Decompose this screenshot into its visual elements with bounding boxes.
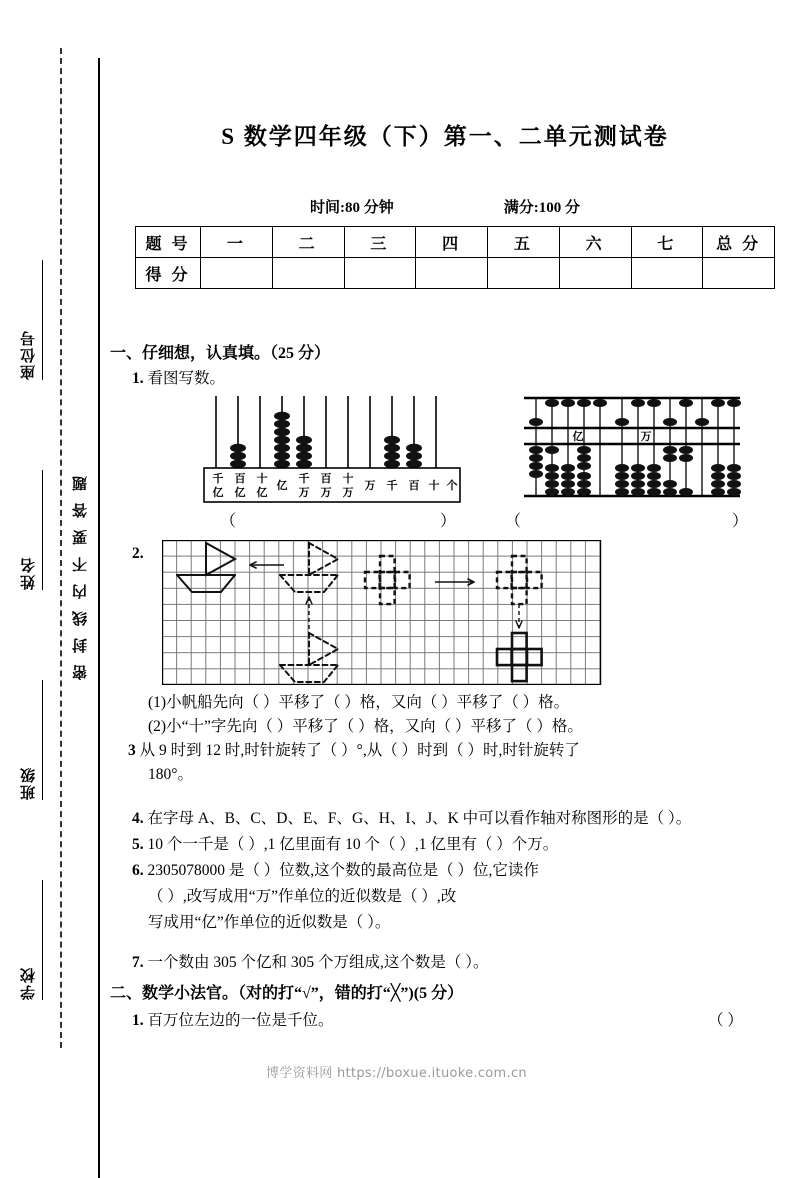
svg-text:十: 十 bbox=[256, 473, 268, 485]
question-number: 1. bbox=[132, 1012, 144, 1029]
row-label-question-no: 题 号 bbox=[136, 227, 201, 258]
svg-text:千: 千 bbox=[298, 473, 310, 485]
score-cell-1[interactable] bbox=[201, 258, 273, 289]
col-head-4: 四 bbox=[416, 227, 488, 258]
svg-text:千: 千 bbox=[212, 473, 224, 485]
binding-margin bbox=[0, 0, 100, 1122]
row-label-score: 得 分 bbox=[136, 258, 201, 289]
score-table bbox=[135, 226, 775, 289]
page-title: S 数学四年级（下）第一、二单元测试卷 bbox=[221, 124, 669, 149]
col-head-3: 三 bbox=[344, 227, 416, 258]
score-cell-5[interactable] bbox=[488, 258, 560, 289]
question-1-6-cont-2: 写成用“亿”作单位的近似数是（ ）。 bbox=[148, 914, 391, 931]
answer-blank-counter-open[interactable]: （ bbox=[220, 513, 237, 530]
col-head-7: 七 bbox=[631, 227, 703, 258]
svg-text:亿: 亿 bbox=[234, 487, 246, 499]
question-text: 百万位左边的一位是千位。 bbox=[147, 1012, 334, 1029]
class-label: 班级 bbox=[18, 680, 43, 800]
question-1-1 bbox=[132, 366, 225, 388]
question-1-4 bbox=[132, 806, 691, 828]
question-number: 4. bbox=[132, 810, 144, 827]
seal-solid-line bbox=[98, 58, 100, 1178]
svg-text:万: 万 bbox=[298, 487, 310, 499]
school-label: 学校 bbox=[18, 880, 43, 1000]
svg-text:十: 十 bbox=[428, 480, 440, 492]
svg-text:十: 十 bbox=[342, 473, 354, 485]
section-heading-2: 二、数学小法官。（对的打“√”，错的打“╳”)(5 分） bbox=[110, 985, 464, 1002]
score-cell-3[interactable] bbox=[344, 258, 416, 289]
question-1-2-part-b: (2)小“十”字先向（ ）平移了（ ）格，又向（ ）平移了（ ）格。 bbox=[148, 718, 583, 735]
answer-blank-counter-close[interactable]: ） bbox=[440, 513, 457, 530]
exam-sheet bbox=[110, 0, 780, 1122]
counting-device-svg bbox=[202, 392, 462, 504]
col-head-6: 六 bbox=[559, 227, 631, 258]
answer-blank-abacus-open[interactable]: （ bbox=[505, 513, 522, 530]
seal-line-notice: 密封线内不要答题 bbox=[72, 464, 89, 680]
score-cell-7[interactable] bbox=[631, 258, 703, 289]
table-row-question-numbers bbox=[136, 227, 775, 258]
svg-text:百: 百 bbox=[408, 480, 420, 492]
question-text: 2305078000 是（ ）位数,这个数的最高位是（ ）位,它读作 bbox=[147, 862, 539, 879]
svg-text:个: 个 bbox=[446, 480, 458, 492]
question-2-1 bbox=[132, 1008, 334, 1030]
question-1-5 bbox=[132, 832, 558, 854]
seat-number-label: 座位号 bbox=[18, 260, 43, 380]
exam-full-score: 满分:100 分 bbox=[503, 200, 580, 216]
translation-grid-figure bbox=[162, 540, 602, 690]
table-row-scores bbox=[136, 258, 775, 289]
question-number: 5. bbox=[132, 836, 144, 853]
abacus-figure bbox=[522, 392, 742, 507]
question-number: 7. bbox=[132, 954, 144, 971]
svg-text:千: 千 bbox=[386, 480, 398, 492]
svg-text:万: 万 bbox=[364, 480, 376, 492]
abacus-label-yi: 亿 bbox=[572, 431, 584, 443]
question-number: 2. bbox=[132, 545, 144, 562]
svg-text:万: 万 bbox=[342, 487, 354, 499]
answer-blank-tf-1[interactable]: （ ） bbox=[708, 1012, 743, 1029]
question-1-3-cont: 180°。 bbox=[148, 766, 193, 783]
question-text: 10 个一千是（ ）,1 亿里面有 10 个（ ）,1 亿里有（ ）个万。 bbox=[147, 836, 559, 853]
footer-watermark: 博学资料网 https://boxue.ituoke.com.cn bbox=[266, 1066, 527, 1081]
score-cell-total[interactable] bbox=[703, 258, 775, 289]
col-head-2: 二 bbox=[272, 227, 344, 258]
section-heading-1: 一、仔细想，认真填。（25 分） bbox=[110, 345, 331, 362]
col-head-total: 总 分 bbox=[703, 227, 775, 258]
svg-text:亿: 亿 bbox=[256, 487, 268, 499]
question-text: 从 9 时到 12 时,时针旋转了（ ）°,从（ ）时到（ ）时,时针旋转了 bbox=[139, 742, 580, 759]
question-text: 在字母 A、B、C、D、E、F、G、H、I、J、K 中可以看作轴对称图形的是（ ）。 bbox=[147, 810, 692, 827]
svg-text:百: 百 bbox=[320, 473, 332, 485]
abacus-label-wan: 万 bbox=[640, 431, 652, 443]
question-number: 3 bbox=[128, 742, 136, 759]
question-text: 看图写数。 bbox=[147, 370, 226, 387]
translation-grid-svg bbox=[162, 540, 602, 685]
question-1-6-cont-1: （ ）,改写成用“万”作单位的近似数是（ ）,改 bbox=[148, 888, 457, 905]
question-1-7 bbox=[132, 950, 489, 972]
svg-text:亿: 亿 bbox=[276, 480, 288, 492]
question-1-2-number bbox=[132, 545, 144, 563]
score-cell-2[interactable] bbox=[272, 258, 344, 289]
seal-dashed-line bbox=[60, 48, 62, 1048]
question-number: 1. bbox=[132, 370, 144, 387]
score-cell-6[interactable] bbox=[559, 258, 631, 289]
col-head-5: 五 bbox=[488, 227, 560, 258]
question-number: 6. bbox=[132, 862, 144, 879]
svg-text:百: 百 bbox=[234, 473, 246, 485]
col-head-1: 一 bbox=[201, 227, 273, 258]
question-1-2-part-a: (1)小帆船先向（ ）平移了（ ）格，又向（ ）平移了（ ）格。 bbox=[148, 694, 570, 711]
exam-duration: 时间:80 分钟 bbox=[310, 200, 394, 216]
question-1-6 bbox=[132, 858, 539, 880]
answer-blank-abacus-close[interactable]: ） bbox=[732, 513, 749, 530]
counting-device-figure bbox=[202, 392, 462, 509]
svg-text:万: 万 bbox=[320, 487, 332, 499]
question-text: 一个数由 305 个亿和 305 个万组成,这个数是（ ）。 bbox=[147, 954, 489, 971]
abacus-svg bbox=[522, 392, 742, 502]
student-name-label: 姓名 bbox=[18, 470, 43, 590]
exam-meta bbox=[110, 196, 780, 217]
svg-text:亿: 亿 bbox=[212, 487, 224, 499]
question-1-3 bbox=[128, 738, 580, 760]
score-cell-4[interactable] bbox=[416, 258, 488, 289]
